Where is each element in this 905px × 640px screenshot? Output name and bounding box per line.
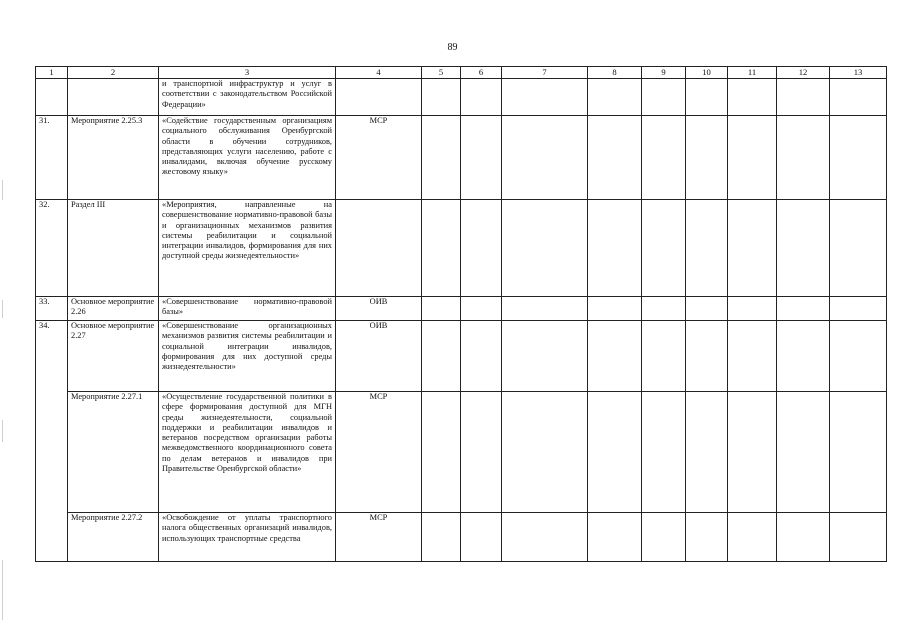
activity-name-cell: Мероприятие 2.27.2 <box>68 513 159 562</box>
empty-cell <box>461 321 502 392</box>
empty-cell <box>502 116 588 200</box>
empty-cell <box>642 116 686 200</box>
empty-cell <box>422 297 461 321</box>
empty-cell <box>728 200 777 297</box>
empty-cell <box>422 79 461 116</box>
empty-cell <box>830 321 887 392</box>
empty-cell <box>642 297 686 321</box>
activity-description-cell: и транспортной инфраструктур и услуг в соответствии с законодательством Российской Федерации» <box>159 79 336 116</box>
empty-cell <box>422 116 461 200</box>
empty-cell <box>502 297 588 321</box>
empty-cell <box>588 392 642 513</box>
empty-cell <box>777 116 830 200</box>
scan-edge-mark <box>2 560 3 620</box>
activity-name-cell <box>68 79 159 116</box>
executor-cell: МСР <box>336 116 422 200</box>
column-header: 8 <box>588 67 642 79</box>
empty-cell <box>588 513 642 562</box>
activity-description-cell: «Мероприятия, направленные на совершенствование нормативно-правовой базы и организационных механизмов развития системы реабилитации и социальной интеграции инвалидов, формирования для них доступной среды жизнедеятельности» <box>159 200 336 297</box>
table-row <box>36 392 887 513</box>
scan-edge-mark <box>2 420 3 442</box>
empty-cell <box>777 392 830 513</box>
empty-cell <box>642 513 686 562</box>
empty-cell <box>686 79 728 116</box>
activity-description-cell: «Освобождение от уплаты транспортного налога общественных организаций инвалидов, использующих транспортные средства <box>159 513 336 562</box>
table-row <box>36 297 887 321</box>
empty-cell <box>728 79 777 116</box>
empty-cell <box>461 116 502 200</box>
page-number: 89 <box>447 42 458 53</box>
activity-description-cell: «Совершенствование нормативно-правовой базы» <box>159 297 336 321</box>
empty-cell <box>830 116 887 200</box>
column-header: 10 <box>686 67 728 79</box>
empty-cell <box>728 321 777 392</box>
activity-name-cell: Основное мероприятие 2.26 <box>68 297 159 321</box>
column-header: 13 <box>830 67 887 79</box>
empty-cell <box>728 392 777 513</box>
empty-cell <box>502 200 588 297</box>
column-header: 12 <box>777 67 830 79</box>
executor-cell <box>336 79 422 116</box>
table-row <box>36 321 887 392</box>
empty-cell <box>461 79 502 116</box>
empty-cell <box>461 513 502 562</box>
activity-name-cell: Мероприятие 2.27.1 <box>68 392 159 513</box>
empty-cell <box>422 200 461 297</box>
activity-name-cell: Основное мероприятие 2.27 <box>68 321 159 392</box>
empty-cell <box>830 79 887 116</box>
activity-description-cell: «Совершенствование организационных механизмов развития системы реабилитации и социальной интеграции инвалидов, формирования для них доступной среды жизнедеятельности» <box>159 321 336 392</box>
empty-cell <box>728 513 777 562</box>
empty-cell <box>777 513 830 562</box>
executor-cell: МСР <box>336 392 422 513</box>
empty-cell <box>642 321 686 392</box>
table-row <box>36 200 887 297</box>
empty-cell <box>830 513 887 562</box>
scan-edge-mark <box>2 180 3 200</box>
column-header: 3 <box>159 67 336 79</box>
empty-cell <box>422 513 461 562</box>
column-header: 2 <box>68 67 159 79</box>
empty-cell <box>642 200 686 297</box>
executor-cell: ОИВ <box>336 321 422 392</box>
activity-name-cell: Мероприятие 2.25.3 <box>68 116 159 200</box>
column-header: 9 <box>642 67 686 79</box>
program-activities-table <box>35 66 887 562</box>
table-row <box>36 513 887 562</box>
empty-cell <box>588 297 642 321</box>
table-row <box>36 116 887 200</box>
empty-cell <box>461 392 502 513</box>
column-header: 11 <box>728 67 777 79</box>
empty-cell <box>422 321 461 392</box>
empty-cell <box>830 200 887 297</box>
empty-cell <box>461 297 502 321</box>
empty-cell <box>777 79 830 116</box>
activity-description-cell: «Содействие государственным организациям социального обслуживания Оренбургской области в обучении сотрудников, представляющих услуги населению, работе с инвалидами, включая обучение русскому жестовому языку» <box>159 116 336 200</box>
empty-cell <box>461 200 502 297</box>
row-number-cell: 33. <box>36 297 68 321</box>
column-header: 5 <box>422 67 461 79</box>
scan-edge-mark <box>2 300 3 318</box>
empty-cell <box>686 321 728 392</box>
empty-cell <box>777 297 830 321</box>
empty-cell <box>502 79 588 116</box>
row-number-cell: 32. <box>36 200 68 297</box>
empty-cell <box>686 392 728 513</box>
empty-cell <box>422 392 461 513</box>
empty-cell <box>502 392 588 513</box>
empty-cell <box>728 297 777 321</box>
empty-cell <box>588 200 642 297</box>
empty-cell <box>588 116 642 200</box>
executor-cell: МСР <box>336 513 422 562</box>
empty-cell <box>830 392 887 513</box>
empty-cell <box>642 392 686 513</box>
activity-description-cell: «Осуществление государственной политики в сфере формирования доступной для МГН среды жизнедеятельности, социальной поддержки и реабилитации инвалидов и ветеранов посредством организации работы межведомственного координационного совета по делам ветеранов и инвалидов при Правительстве Оренбургской области» <box>159 392 336 513</box>
empty-cell <box>588 321 642 392</box>
empty-cell <box>686 200 728 297</box>
empty-cell <box>502 513 588 562</box>
empty-cell <box>588 79 642 116</box>
row-number-cell <box>36 79 68 116</box>
empty-cell <box>728 116 777 200</box>
executor-cell: ОИВ <box>336 297 422 321</box>
empty-cell <box>777 321 830 392</box>
column-number-header-row <box>36 67 887 79</box>
empty-cell <box>686 116 728 200</box>
table-row <box>36 79 887 116</box>
column-header: 7 <box>502 67 588 79</box>
empty-cell <box>686 513 728 562</box>
column-header: 1 <box>36 67 68 79</box>
column-header: 4 <box>336 67 422 79</box>
row-number-cell: 31. <box>36 116 68 200</box>
executor-cell <box>336 200 422 297</box>
column-header: 6 <box>461 67 502 79</box>
empty-cell <box>686 297 728 321</box>
empty-cell <box>502 321 588 392</box>
empty-cell <box>777 200 830 297</box>
empty-cell <box>642 79 686 116</box>
activity-name-cell: Раздел III <box>68 200 159 297</box>
row-number-cell: 34. <box>36 321 68 562</box>
empty-cell <box>830 297 887 321</box>
